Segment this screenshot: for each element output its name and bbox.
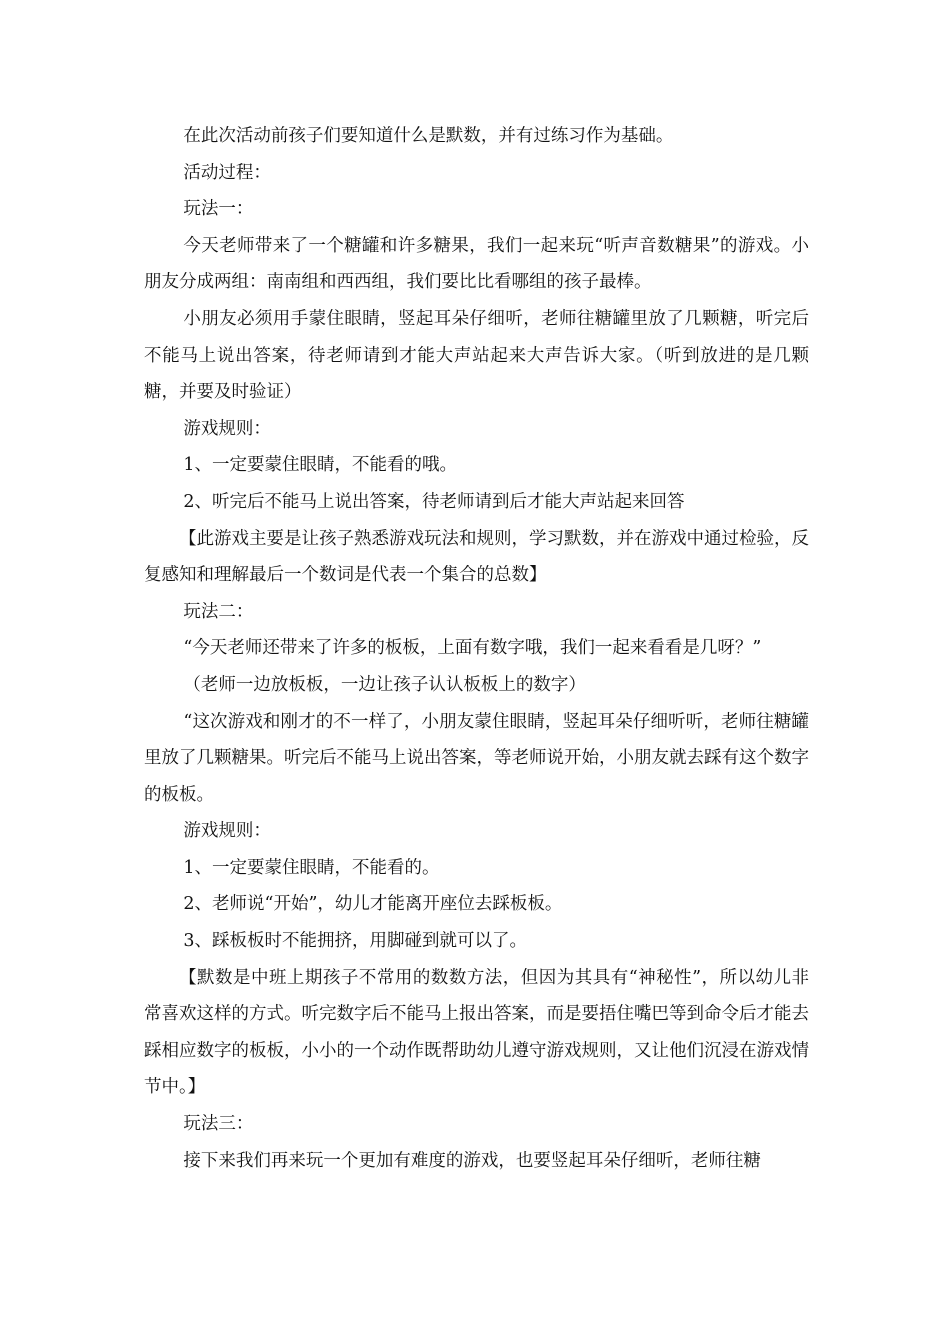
document-body <box>144 118 809 1179</box>
heading-method-three: 玩法三： <box>183 1114 254 1135</box>
heading-game-rules-one: 游戏规则： <box>183 418 271 439</box>
heading-activity-process: 活动过程： <box>183 162 271 183</box>
heading-method-two: 玩法二： <box>183 601 254 622</box>
rule-item: 2、听完后不能马上说出答案，待老师请到后才能大声站起来回答 <box>183 491 685 512</box>
paragraph-method-three-intro: 接下来我们再来玩一个更加有难度的游戏，也要竖起耳朵仔细听，老师往糖 <box>183 1150 761 1171</box>
heading-game-rules-two: 游戏规则： <box>183 821 271 842</box>
rule-item: 1、一定要蒙住眼睛，不能看的。 <box>183 857 440 878</box>
rule-item: 1、一定要蒙住眼睛，不能看的哦。 <box>183 455 458 476</box>
paragraph-method-two-instructions: “这次游戏和刚才的不一样了，小朋友蒙住眼睛，竖起耳朵仔细听听，老师往糖罐里放了几颗糖果。听完后不能马上说出答案，等老师说开始，小朋友就去踩有这个数字的板板。 <box>144 711 809 805</box>
rule-item: 2、老师说“开始”，幼儿才能离开座位去踩板板。 <box>183 894 563 915</box>
paragraph-method-one-intro: 今天老师带来了一个糖罐和许多糖果，我们一起来玩“听声音数糖果”的游戏。小朋友分成两组：南南组和西西组，我们要比比看哪组的孩子最棒。 <box>144 235 809 293</box>
note-method-two: 【默数是中班上期孩子不常用的数数方法，但因为其具有“神秘性”，所以幼儿非常喜欢这样的方式。听完数字后不能马上报出答案，而是要捂住嘴巴等到命令后才能去踩相应数字的板板，小小的一个动作既帮助幼儿遵守游戏规则，又让他们沉浸在游戏情节中。】 <box>144 967 809 1098</box>
heading-method-one: 玩法一： <box>183 199 254 220</box>
note-method-one: 【此游戏主要是让孩子熟悉游戏玩法和规则，学习默数，并在游戏中通过检验，反复感知和理解最后一个数词是代表一个集合的总数】 <box>144 528 809 586</box>
paragraph-preparation: 在此次活动前孩子们要知道什么是默数，并有过练习作为基础。 <box>183 126 674 146</box>
paragraph-method-two-aside: （老师一边放板板，一边让孩子认认板板上的数字） <box>183 674 586 695</box>
paragraph-method-two-quote: “今天老师还带来了许多的板板，上面有数字哦，我们一起来看看是几呀？” <box>183 638 762 659</box>
paragraph-method-one-instructions: 小朋友必须用手蒙住眼睛，竖起耳朵仔细听，老师往糖罐里放了几颗糖，听完后不能马上说出答案，待老师请到才能大声站起来大声告诉大家。（听到放进的是几颗糖，并要及时验证） <box>144 308 809 403</box>
rule-item: 3、踩板板时不能拥挤，用脚碰到就可以了。 <box>183 931 528 952</box>
